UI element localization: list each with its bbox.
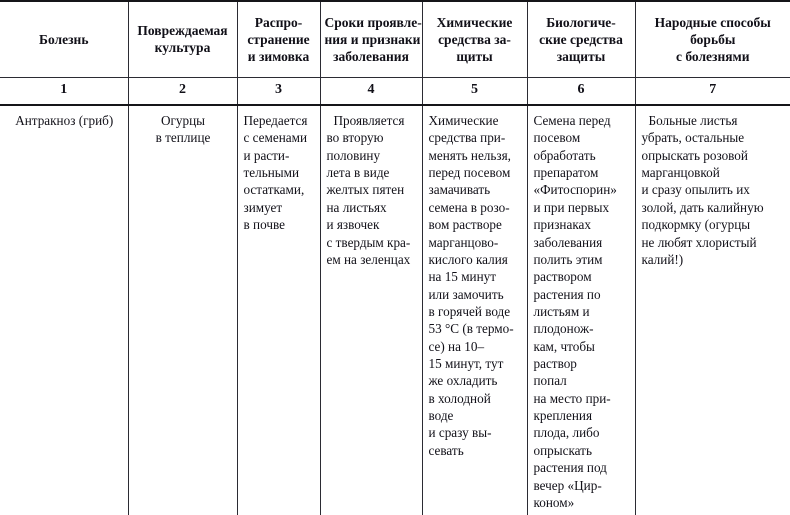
cell-disease-line-1: Антракноз (гриб) — [15, 113, 114, 128]
cell-biological-line-16: попал — [533, 373, 567, 389]
cell-spread-line-5: остатками, — [243, 182, 305, 198]
cell-crop — [128, 105, 237, 515]
cell-folk-line-4: марганцовкой — [641, 165, 720, 181]
cell-symptoms-line-1-text: Проявляется — [333, 113, 405, 128]
cell-chemical — [422, 105, 527, 515]
cell-biological-line-5: «Фитоспорин» — [533, 182, 617, 198]
cell-symptoms-line-2: во вторую — [326, 130, 384, 146]
cell-folk-line-5: и сразу опылить их — [641, 182, 750, 198]
cell-biological-line-10: раствором — [533, 269, 592, 285]
cell-symptoms-line-9: ем на зеленцах — [326, 251, 411, 267]
cell-folk-line-1 — [642, 112, 786, 129]
cell-chemical-line-8: марганцово- — [428, 234, 499, 250]
cell-biological-line-3: обработать — [533, 147, 596, 163]
cell-symptoms-line-7: и язвочек — [326, 217, 380, 233]
table-row — [0, 105, 790, 515]
cell-chemical-line-17: в холодной — [428, 390, 491, 406]
cell-spread-line-1: Передается — [243, 113, 308, 128]
cell-folk-line-2: убрать, остальные — [641, 130, 745, 146]
cell-chemical-line-6: семена в розо- — [428, 199, 510, 215]
cell-chemical-line-5: замачивать — [428, 182, 491, 198]
column-number-5: 5 — [422, 78, 527, 106]
column-header-biological-line-3: защиты — [556, 48, 606, 64]
column-header-spread-line-1: Распро- — [254, 14, 303, 30]
cell-biological-line-2: посевом — [533, 130, 581, 146]
column-header-folk — [635, 1, 790, 78]
cell-crop-line-1: Огурцы — [160, 113, 206, 128]
cell-symptoms-line-5: желтых пятен — [326, 182, 405, 198]
cell-biological-line-23: коном» — [533, 494, 575, 510]
column-number-7: 7 — [635, 78, 790, 106]
cell-chemical-line-4: перед посевом — [428, 165, 511, 181]
cell-spread — [237, 105, 320, 515]
column-header-symptoms-line-2: ния и признаки — [324, 31, 421, 47]
cell-chemical-line-11: или замочить — [428, 286, 504, 302]
cell-spread-line-2: с семенами — [243, 130, 308, 146]
cell-symptoms-line-3: половину — [326, 147, 381, 163]
cell-biological-line-18: крепления — [533, 408, 593, 424]
column-header-chemical — [422, 1, 527, 78]
cell-biological — [527, 105, 635, 515]
cell-biological-line-1: Семена перед — [533, 113, 611, 128]
column-header-biological — [527, 1, 635, 78]
cell-chemical-line-10: на 15 минут — [428, 269, 497, 285]
column-header-chemical-line-1: Химические — [436, 14, 513, 30]
column-header-folk-line-1: Народные способы — [654, 14, 771, 30]
column-number-2: 2 — [128, 78, 237, 106]
cell-folk-line-8: не любят хлористый — [641, 234, 757, 250]
cell-chemical-line-15: 15 минут, тут — [428, 356, 504, 372]
cell-biological-line-7: признаках — [533, 217, 591, 233]
cell-spread-line-7: в почве — [243, 217, 285, 233]
cell-biological-line-22: вечер «Цир- — [533, 477, 602, 493]
cell-folk-line-6: золой, дать калийную — [641, 199, 764, 215]
cell-chemical-line-1: Химические — [428, 113, 499, 128]
column-number-4: 4 — [320, 78, 422, 106]
cell-biological-line-6: и при первых — [533, 199, 610, 215]
column-header-spread-line-2: странение — [247, 31, 310, 47]
column-header-disease-line-1: Болезнь — [39, 31, 89, 47]
cell-biological-line-17: на место при- — [533, 390, 611, 406]
table-body — [0, 105, 790, 515]
column-number-row — [0, 78, 790, 106]
cell-chemical-line-2: средства при- — [428, 130, 506, 146]
cell-spread-line-3: и расти- — [243, 147, 290, 163]
column-header-symptoms-line-1: Сроки проявле- — [324, 14, 422, 30]
column-header-crop-line-1: Повреждаемая — [137, 23, 228, 38]
column-number-1: 1 — [0, 78, 128, 106]
cell-chemical-line-19: и сразу вы- — [428, 425, 492, 441]
cell-spread-line-6: зимует — [243, 199, 283, 215]
cell-chemical-line-9: кислого калия — [428, 251, 508, 267]
column-header-biological-line-1: Биологиче- — [546, 14, 616, 30]
column-number-6: 6 — [527, 78, 635, 106]
cell-biological-line-14: кам, чтобы — [533, 338, 595, 354]
cell-biological-line-8: заболевания — [533, 234, 603, 250]
cell-symptoms-line-6: на листьях — [326, 199, 387, 215]
cell-biological-line-15: раствор — [533, 356, 577, 372]
cell-symptoms-line-4: лета в виде — [326, 165, 390, 181]
column-header-biological-line-2: ские средства — [539, 31, 623, 47]
cell-chemical-line-16: же охладить — [428, 373, 498, 389]
cell-folk-line-9: калий!) — [641, 251, 684, 267]
column-header-symptoms — [320, 1, 422, 78]
cell-chemical-line-7: вом растворе — [428, 217, 502, 233]
table-header-row — [0, 1, 790, 78]
table-header — [0, 1, 790, 105]
cell-disease — [0, 105, 128, 515]
cell-symptoms-line-8: с твердым кра- — [326, 234, 411, 250]
cell-folk-line-7: подкормку (огурцы — [641, 217, 751, 233]
column-header-folk-line-3: с болезнями — [675, 48, 750, 64]
cell-biological-line-13: плодонож- — [533, 321, 594, 337]
cell-biological-line-21: растения под — [533, 460, 607, 476]
cell-chemical-line-13: 53 °С (в термо- — [428, 321, 514, 337]
cell-crop-line-2: в теплице — [155, 130, 211, 146]
column-header-chemical-line-3: щиты — [456, 48, 493, 64]
column-header-folk-line-2: борьбы — [690, 31, 736, 47]
cell-symptoms-line-1 — [327, 112, 417, 129]
cell-chemical-line-20: севать — [428, 442, 464, 458]
cell-spread-line-4: тельными — [243, 165, 300, 181]
column-number-3: 3 — [237, 78, 320, 106]
cell-chemical-line-3: менять нельзя, — [428, 147, 511, 163]
cell-folk — [635, 105, 790, 515]
column-header-spread — [237, 1, 320, 78]
cell-folk-line-3: опрыскать розовой — [641, 147, 748, 163]
cell-biological-line-12: листьям и — [533, 303, 590, 319]
column-header-chemical-line-2: средства за- — [438, 31, 511, 47]
column-header-symptoms-line-3: заболевания — [333, 48, 409, 64]
column-header-disease — [0, 1, 128, 78]
column-header-crop-line-2: культура — [154, 40, 211, 55]
cell-biological-line-11: растения по — [533, 286, 601, 302]
cell-folk-line-1-text: Больные листья — [648, 113, 738, 128]
cell-biological-line-9: полить этим — [533, 251, 603, 267]
column-header-spread-line-3: и зимовка — [247, 48, 310, 64]
cell-chemical-line-12: в горячей воде — [428, 303, 511, 319]
cell-chemical-line-18: воде — [428, 408, 454, 424]
cell-chemical-line-14: се) на 10– — [428, 338, 485, 354]
cell-biological-line-20: опрыскать — [533, 442, 592, 458]
cell-biological-line-4: препаратом — [533, 165, 599, 181]
column-header-crop — [128, 1, 237, 78]
cell-symptoms — [320, 105, 422, 515]
cell-biological-line-19: плода, либо — [533, 425, 600, 441]
